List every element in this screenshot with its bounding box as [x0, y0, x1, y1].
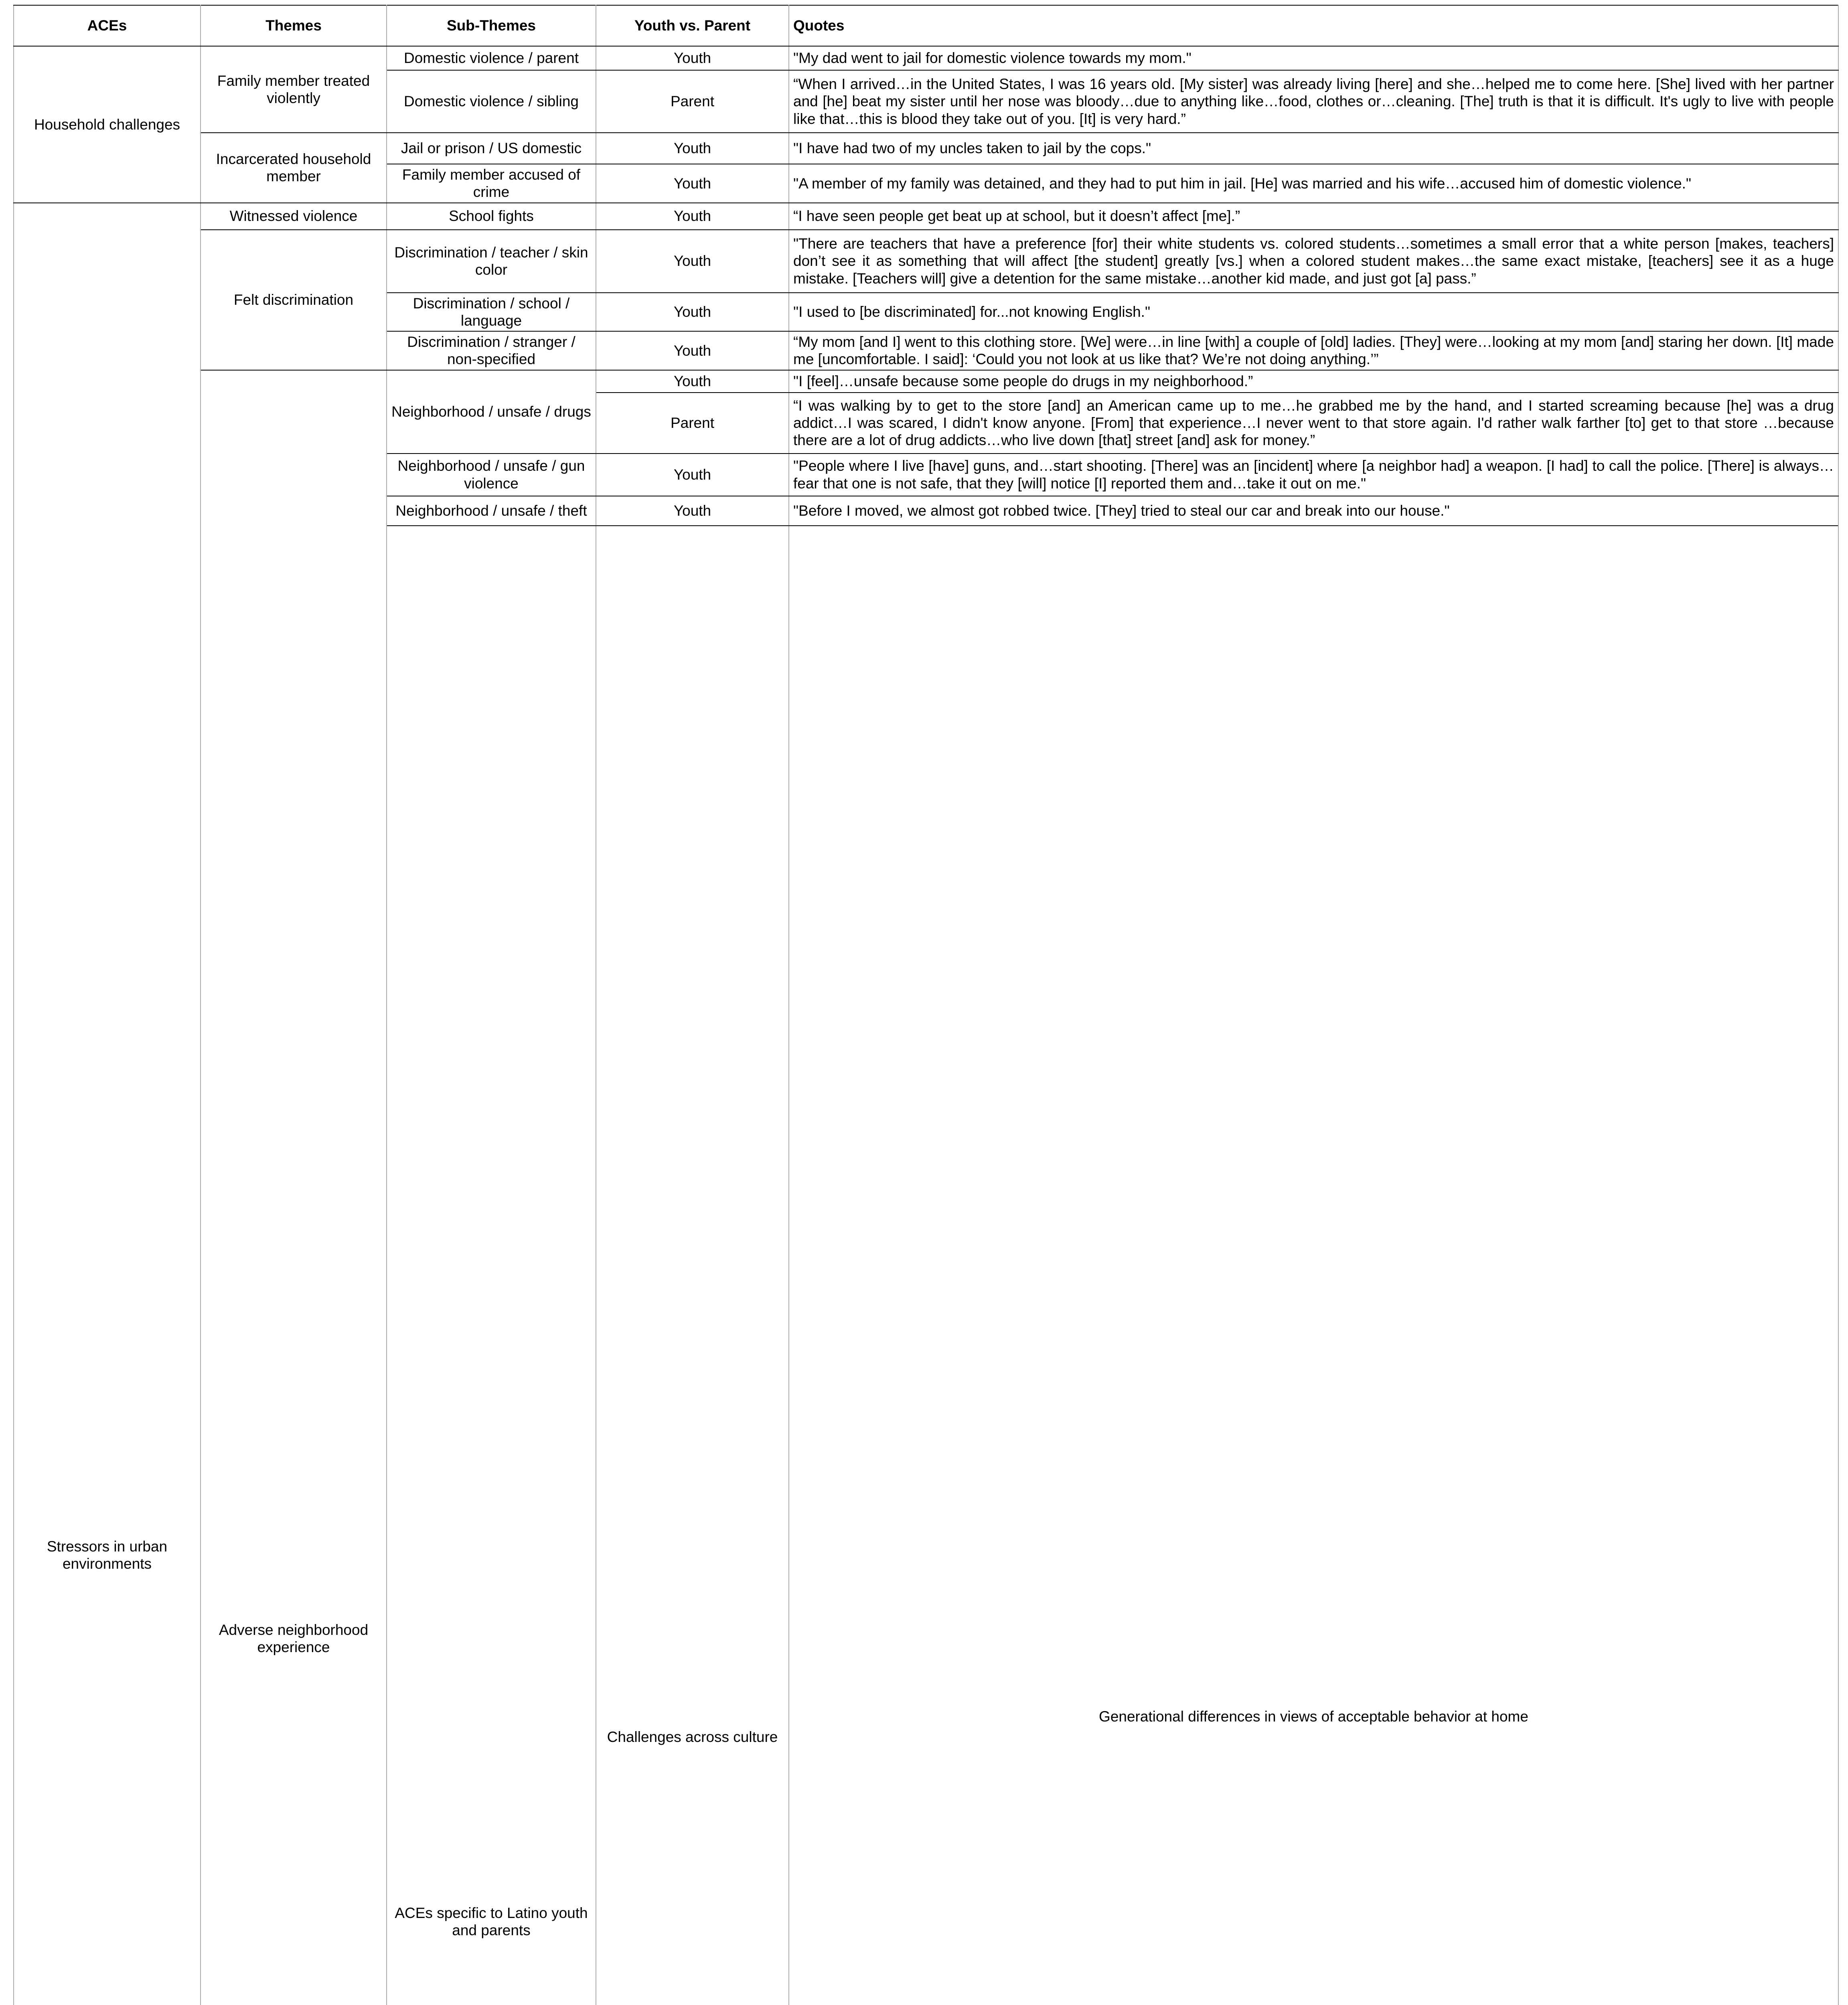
- ace-cell: Stressors in urban environments: [14, 203, 201, 2005]
- table-row: [14, 46, 1838, 70]
- quote-cell: “When I arrived…in the United States, I was 16 years old. [My sister] was already living [here] and she…helped me to come here. [She] lived with her partner and [he] beat my sister until her nose was bloody…due to anything like…food, clothes or…cleaning. [The] truth is that it is difficult. It's ugly to live with people like that…this is blood they take out of you. [It] is very hard.”: [789, 70, 1838, 133]
- theme-cell: Challenges across culture: [596, 526, 789, 2005]
- respondent-cell: Youth: [596, 203, 789, 230]
- theme-cell: Incarcerated household member: [201, 133, 387, 203]
- quote-cell: “I was walking by to get to the store [and] an American came up to me…he grabbed me by the hand, and I started screaming because [he] was a drug addict…I was scared, I didn't know anyone. [From] that experience…I never went to that store again. I'd rather walk farther [to] get to that store …because there are a lot of drug addicts…who live down [that] street [and] ask for money.”: [789, 393, 1838, 454]
- respondent-cell: Youth: [596, 454, 789, 496]
- theme-cell: Witnessed violence: [201, 203, 387, 230]
- header-themes: Themes: [201, 5, 387, 46]
- respondent-cell: Youth: [596, 293, 789, 332]
- sub-theme-cell: Discrimination / stranger / non-specified: [387, 331, 596, 370]
- table-row: [14, 133, 1838, 164]
- sub-theme-cell: Domestic violence / parent: [387, 46, 596, 70]
- header-quotes: Quotes: [789, 5, 1838, 46]
- sub-theme-cell: School fights: [387, 203, 596, 230]
- table-row: [14, 203, 1838, 230]
- respondent-cell: Youth: [596, 370, 789, 393]
- sub-theme-cell: Family member accused of crime: [387, 164, 596, 203]
- quote-cell: "A member of my family was detained, and they had to put him in jail. [He] was married and his wife…accused him of domestic violence.": [789, 164, 1838, 203]
- quote-cell: "There are teachers that have a preference [for] their white students vs. colored students…sometimes a small error that a white person [makes, teachers] don’t see it as something that will affect [the student] greatly [vs.] when a colored student makes…the same exact mistake, [teachers] see it as a huge mistake. [Teachers will] give a detention for the same mistake…another kid made, and just got [a] pass.”: [789, 230, 1838, 293]
- respondent-cell: Youth: [596, 133, 789, 164]
- header-row: [14, 5, 1838, 46]
- theme-cell: Adverse neighborhood experience: [201, 370, 387, 2005]
- respondent-cell: Youth: [596, 46, 789, 70]
- quote-cell: "I [feel]…unsafe because some people do drugs in my neighborhood.”: [789, 370, 1838, 393]
- sub-theme-cell: Discrimination / teacher / skin color: [387, 230, 596, 293]
- theme-cell: Felt discrimination: [201, 230, 387, 370]
- quote-cell: "People where I live [have] guns, and…start shooting. [There] was an [incident] where [a neighbor had] a weapon. [I had] to call the police. [There] is always…fear that one is not safe, that they [will] notice [I] reported them and…take it out on me.": [789, 454, 1838, 496]
- sub-theme-cell: Neighborhood / unsafe / theft: [387, 496, 596, 526]
- sub-theme-cell: Domestic violence / sibling: [387, 70, 596, 133]
- quote-cell: “I have seen people get beat up at school, but it doesn’t affect [me].”: [789, 203, 1838, 230]
- respondent-cell: Parent: [596, 393, 789, 454]
- sub-theme-cell: Generational differences in views of acceptable behavior at home: [789, 526, 1838, 2005]
- quote-cell: "I used to [be discriminated] for...not knowing English.": [789, 293, 1838, 332]
- quote-cell: "Before I moved, we almost got robbed twice. [They] tried to steal our car and break into our house.": [789, 496, 1838, 526]
- table-row: [14, 230, 1838, 293]
- sub-theme-cell: Discrimination / school / language: [387, 293, 596, 332]
- respondent-cell: Youth: [596, 496, 789, 526]
- quote-cell: "My dad went to jail for domestic violence towards my mom.": [789, 46, 1838, 70]
- header-youth-vs-parent: Youth vs. Parent: [596, 5, 789, 46]
- table-row: [14, 370, 1838, 393]
- ace-cell: ACEs specific to Latino youth and parents: [387, 526, 596, 2005]
- respondent-cell: Parent: [596, 70, 789, 133]
- quote-cell: “My mom [and I] went to this clothing store. [We] were…in line [with] a couple of [old] ladies. [They] were…looking at my mom [and] staring her down. [It] made me [uncomfortable. I said]: ‘Could you not look at us like that? We’re not doing anything.’”: [789, 331, 1838, 370]
- respondent-cell: Youth: [596, 230, 789, 293]
- ace-cell: Household challenges: [14, 46, 201, 203]
- sub-theme-cell: Neighborhood / unsafe / drugs: [387, 370, 596, 454]
- respondent-cell: Youth: [596, 331, 789, 370]
- sub-theme-cell: Neighborhood / unsafe / gun violence: [387, 454, 596, 496]
- header-aces: ACEs: [14, 5, 201, 46]
- quote-cell: "I have had two of my uncles taken to jail by the cops.": [789, 133, 1838, 164]
- respondent-cell: Youth: [596, 164, 789, 203]
- aces-table: [13, 5, 1839, 2005]
- header-sub-themes: Sub-Themes: [387, 5, 596, 46]
- sub-theme-cell: Jail or prison / US domestic: [387, 133, 596, 164]
- theme-cell: Family member treated violently: [201, 46, 387, 133]
